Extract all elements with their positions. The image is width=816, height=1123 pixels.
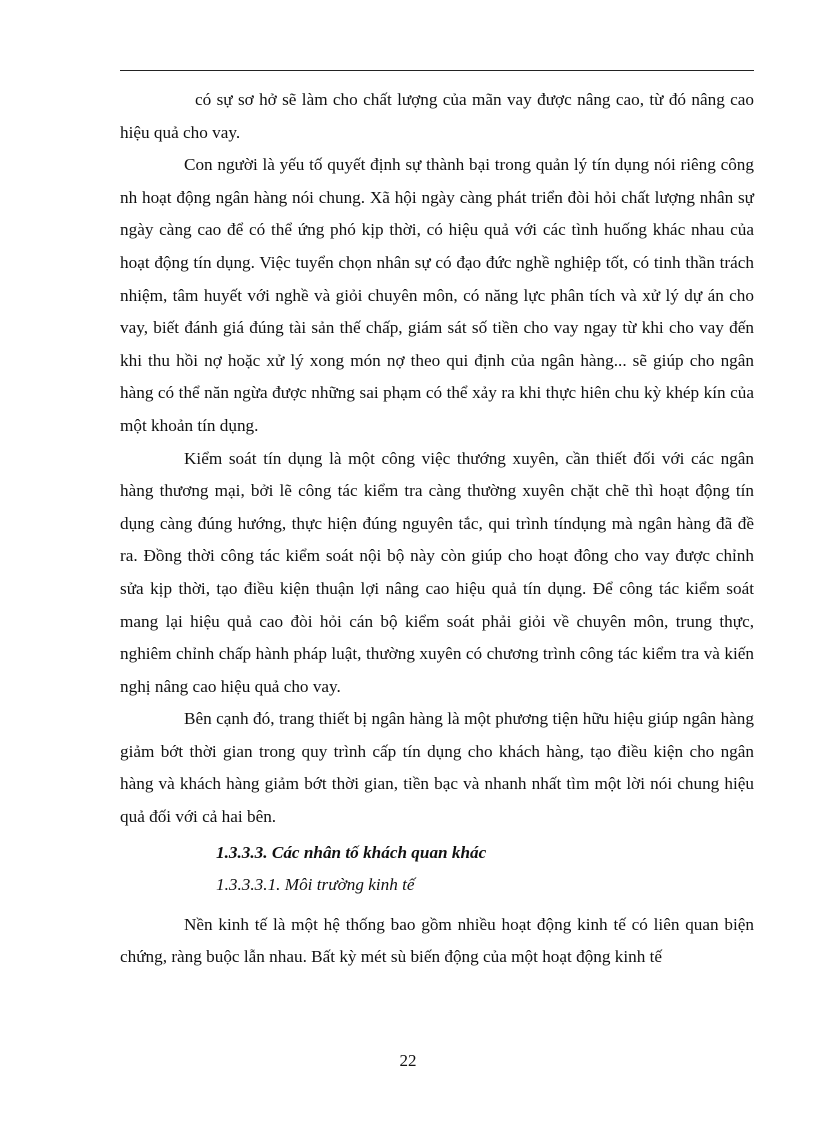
paragraph-equipment: Bên cạnh đó, trang thiết bị ngân hàng là một phương tiện hữu hiệu giúp ngân hàng giảm bớt thời gian trong quy trình cấp tín dụng cho khách hàng, tạo điều kiện cho ngân hàng và khách hàng giảm bớt thời gian, tiền bạc và nhanh nhất tìm một lời nói chung hiệu quả đối với cả hai bên. <box>120 709 754 827</box>
paragraph-economy: Nền kinh tế là một hệ thống bao gồm nhiều hoạt động kinh tế có liên quan biện chứng, ràng buộc lẫn nhau. Bất kỳ mét sù biến động của một hoạt động kinh tế <box>120 914 754 967</box>
page-body <box>120 84 754 974</box>
paragraph-human-factor: Con người là yếu tố quyết định sự thành bại trong quản lý tín dụng nói riêng công nh hoạt động ngân hàng nói chung. Xã hội ngày càng phát triển đòi hỏi chất lượng nhân sự ngày càng cao để có thể ứng phó kịp thời, có hiệu quả với các tình huống khác nhau của hoạt động tín dụng. Việc tuyển chọn nhân sự có đạo đức nghề nghiệp tốt, có tinh thần trách nhiệm, tâm huyết với nghề và giỏi chuyên môn, có năng lực phân tích và xử lý dự án cho vay, biết đánh giá đúng tài sản thế chấp, giám sát số tiền cho vay ngay từ khi cho vay đến khi thu hồi nợ hoặc xử lý xong món nợ theo qui định của ngân hàng... sẽ giúp cho ngân hàng có thể năn ngừa được những sai phạm có thể xảy ra khi thực hiên chu kỳ khép kín của một khoản tín dụng. <box>120 155 754 435</box>
paragraph-credit-control: Kiểm soát tín dụng là một công việc thướng xuyên, cần thiết đối với các ngân hàng thương mại, bởi lẽ công tác kiểm tra càng thường xuyên chặt chẽ thì hoạt động tín dụng càng đúng hướng, thực hiện đúng nguyên tắc, qui trình tíndụng mà ngân hàng đã đề ra. Đồng thời công tác kiểm soát nội bộ này còn giúp cho hoạt đông cho vay được chỉnh sửa kịp thời, tạo điều kiện thuận lợi nâng cao hiệu quả tín dụng. Để công tác kiểm soát mang lại hiệu quả cao đòi hỏi cán bộ kiểm soát phải giỏi về chuyên môn, trung thực, nghiêm chỉnh chấp hành pháp luật, thường xuyên có chương trình công tác kiểm tra và kiến nghị nâng cao hiệu quả cho vay. <box>120 448 754 696</box>
paragraph-continuation: có sự sơ hở sẽ làm cho chất lượng của mãn vay được nâng cao, từ đó nâng cao hiệu quả cho vay. <box>120 90 754 142</box>
page-number: 22 <box>399 1051 417 1070</box>
header-rule <box>120 70 754 71</box>
section-heading: 1.3.3.3. Các nhân tố khách quan khác <box>216 842 487 862</box>
subsection-heading: 1.3.3.3.1. Môi trường kinh tế <box>216 875 415 895</box>
